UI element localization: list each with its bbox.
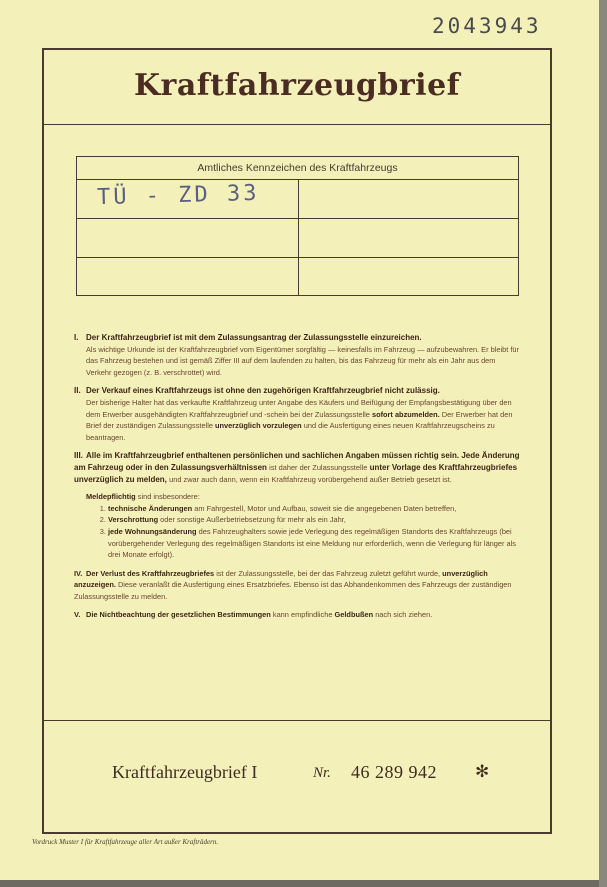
section-1	[74, 332, 522, 378]
section-number: I.	[74, 333, 79, 342]
license-plate-table	[76, 156, 519, 296]
text-span: ist der Zulassungsstelle, bei der das Fahrzeug zuletzt geführt wurde,	[216, 568, 441, 578]
section-text: Als wichtige Urkunde ist der Kraftfahrzeugbrief vom Eigentümer sorgfältig — keinesfalls im Fahrzeug — aufzubewahren. Er bleibt für das Fahrzeug bestehen und ist gemäß Ziffer III auf dem laufenden zu halten, bis das Fahrzeug für mehr als ein Jahr aus dem Verkehr gezogen (z. B. verschrottet) wird.	[86, 344, 519, 377]
bold-span: sofort abzumelden.	[371, 409, 440, 419]
text-span: am Fahrgestell, Motor und Aufbau, soweit sie die angegebenen Daten betreffen,	[194, 503, 457, 513]
text-span: sind insbesondere:	[137, 492, 200, 502]
list-item	[108, 514, 522, 526]
bold-span: Die Nichtbeachtung der gesetzlichen Bestimmungen	[86, 610, 271, 620]
section-5	[74, 609, 522, 621]
section-heading: Der Verkauf eines Kraftfahrzeugs ist ohne den zugehörigen Kraftfahrzeugbrief nicht zulässig.	[86, 386, 440, 396]
section-number: II.	[74, 386, 81, 396]
form-imprint: Vordruck Muster I für Kraftfahrzeuge aller Art außer Krafträdern.	[32, 838, 219, 846]
background-edge	[599, 0, 607, 887]
bold-span: jede Wohnungsänderung	[108, 526, 197, 536]
bold-span: unverzüglich anzuzeigen.	[74, 568, 488, 590]
list-item	[108, 526, 522, 561]
document-title: Kraftfahrzeugbrief	[133, 68, 461, 103]
footer-divider	[42, 720, 552, 721]
section-heading: Alle im Kraftfahrzeugbrief enthaltenen persönlichen und sachlichen Angaben müssen richtig sein. Jede Änderung am Fahrzeug oder in den Zulassungsverhältnissen	[74, 451, 520, 472]
text-span: oder sonstige Außerbetriebsetzung für mehr als ein Jahr,	[160, 515, 346, 525]
section-text	[74, 397, 522, 443]
section-2	[74, 385, 522, 443]
bold-span: Meldepflichtig	[86, 492, 136, 502]
bold-span: technische Änderungen	[108, 503, 193, 513]
text-span: des Fahrzeughalters sowie jede Verlegung des regelmäßigen Standorts des Kraftfahrzeugs (bei vorübergehender Verlegung des regelmäßigen Standorts ist eine Meldung nur erforderlich, wenn die Verlegung für länger als drei Monate erfolgt).	[108, 526, 516, 560]
footer-number-label: Nr.	[313, 765, 331, 781]
bold-span: unverzüglich vorzulegen	[215, 421, 302, 431]
plate-table-row-divider	[77, 218, 518, 219]
text-span: kann empfindliche	[272, 610, 333, 620]
plate-table-row-divider	[77, 257, 518, 258]
bold-span: Der Verlust des Kraftfahrzeugbriefes	[86, 568, 215, 578]
text-span: Diese veranlaßt die Ausfertigung eines Ersatzbriefes. Ebenso ist das Abhandenkommen des Fahrzeugs der zuständigen Zulassungsstelle zu melden.	[74, 580, 512, 601]
section-number: IV.	[74, 568, 83, 578]
text-span: Der bisherige Halter hat das verkaufte Kraftfahrzeug unter Angabe des Käufers und Beifügung der Empfangsbestätigung über den dem Erwerber ausgehändigten Kraftfahrzeugbrief und -schein bei der Zulassungsstelle	[86, 397, 512, 419]
section-4	[74, 568, 522, 603]
star-mark: ✻	[475, 762, 490, 781]
section-number: III.	[74, 451, 83, 461]
bold-span: unter Vorlage des Kraftfahrzeugbriefes unverzüglich zu melden,	[74, 462, 518, 484]
license-plate-entry: TÜ - ZD 33	[96, 180, 260, 211]
section-3	[74, 450, 522, 560]
bold-span: Geldbußen	[334, 610, 374, 620]
bold-span: Verschrottung	[108, 515, 159, 525]
instructions-body	[74, 332, 522, 628]
section-heading: Der Kraftfahrzeugbrief ist mit dem Zulassungsantrag der Zulassungsstelle einzureichen.	[86, 333, 422, 342]
reporting-duties	[74, 491, 522, 561]
text-span: ist daher der Zulassungsstelle	[269, 462, 368, 472]
text-span: nach sich ziehen.	[375, 610, 433, 620]
plate-table-header: Amtliches Kennzeichen des Kraftfahrzeugs	[77, 157, 518, 180]
serial-number-stamp: 2043943	[432, 14, 542, 38]
reporting-list	[86, 503, 522, 561]
section-number: V.	[74, 610, 81, 620]
list-item	[108, 503, 522, 515]
footer-label: Kraftfahrzeugbrief I	[112, 762, 258, 782]
text-span: und zwar auch dann, wenn ein Kraftfahrzeug vorübergehend außer Betrieb gesetzt ist.	[169, 474, 452, 484]
plate-table-column-divider	[298, 179, 299, 295]
text-span: Der Erwerber hat den Brief der zuständigen Zulassungsstelle	[86, 409, 513, 431]
document-number: 46 289 942	[351, 762, 437, 782]
title-divider	[42, 124, 552, 125]
text-span: und die Ausfertigung eines neuen Kraftfahrzeugscheins zu beantragen.	[86, 421, 495, 442]
